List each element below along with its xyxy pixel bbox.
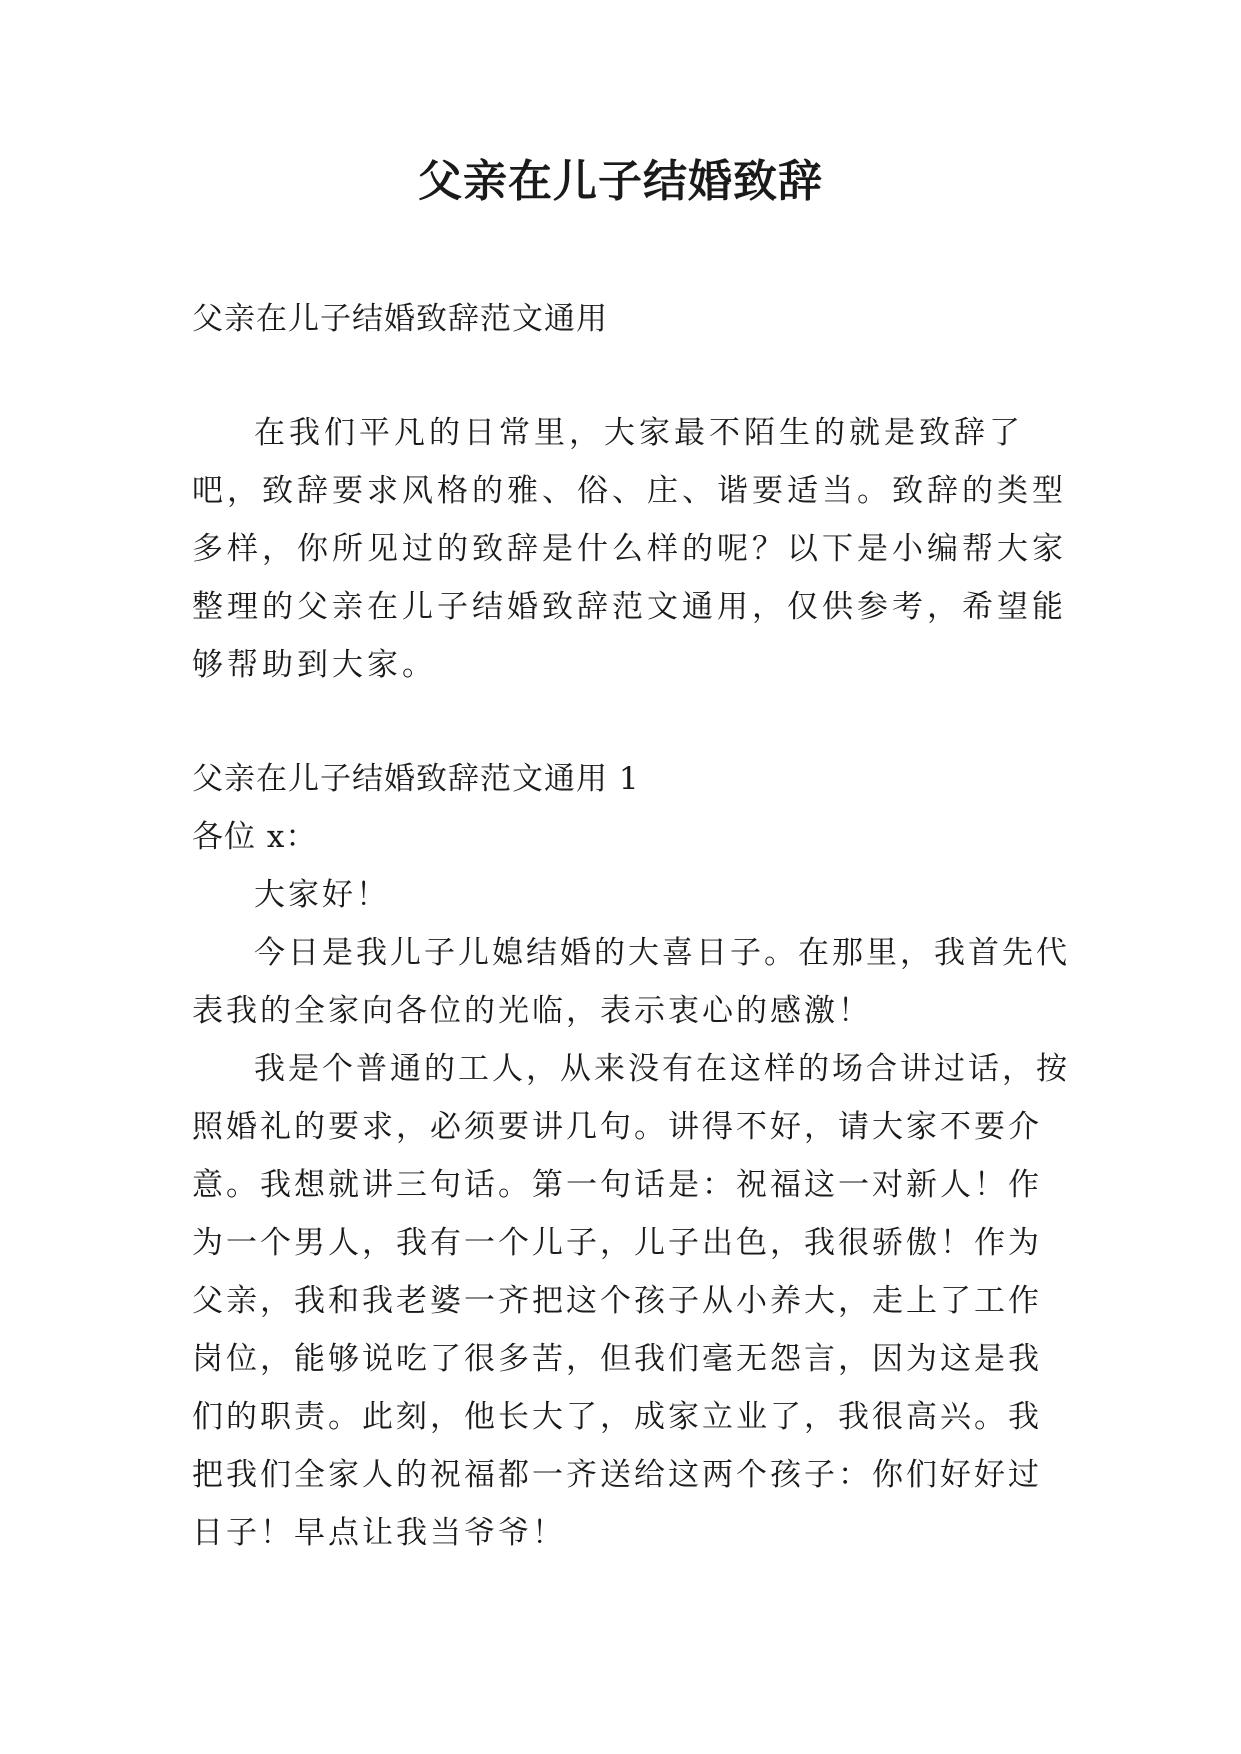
greeting-paragraph: 大家好！ [254, 877, 390, 913]
welcome-paragraph: 今日是我儿子儿媳结婚的大喜日子。在那里，我首先代表我的全家向各位的光临，表示衷心的感激！ [192, 935, 1070, 1029]
document-body [192, 290, 1072, 1562]
document-subtitle: 父亲在儿子结婚致辞范文通用 [192, 301, 608, 337]
speech-paragraph: 我是个普通的工人，从来没有在这样的场合讲过话，按照婚礼的要求，必须要讲几句。讲得不好，请大家不要介意。我想就讲三句话。第一句话是：祝福这一对新人！作为一个男人，我有一个儿子，儿子出色，我很骄傲！作为父亲，我和我老婆一齐把这个孩子从小养大，走上了工作岗位，能够说吃了很多苦，但我们毫无怨言，因为这是我们的职责。此刻，他长大了，成家立业了，我很高兴。我把我们全家人的祝福都一齐送给这两个孩子：你们好好过日子！早点让我当爷爷！ [192, 1051, 1070, 1551]
document-title: 父亲在儿子结婚致辞 [418, 156, 823, 207]
section-heading: 父亲在儿子结婚致辞范文通用 1 [192, 761, 640, 797]
salutation: 各位 x： [192, 819, 318, 855]
intro-paragraph: 在我们平凡的日常里，大家最不陌生的就是致辞了吧，致辞要求风格的雅、俗、庄、谐要适当。致辞的类型多样，你所见过的致辞是什么样的呢？以下是小编帮大家整理的父亲在儿子结婚致辞范文通用，仅供参考，希望能够帮助到大家。 [192, 415, 1067, 683]
